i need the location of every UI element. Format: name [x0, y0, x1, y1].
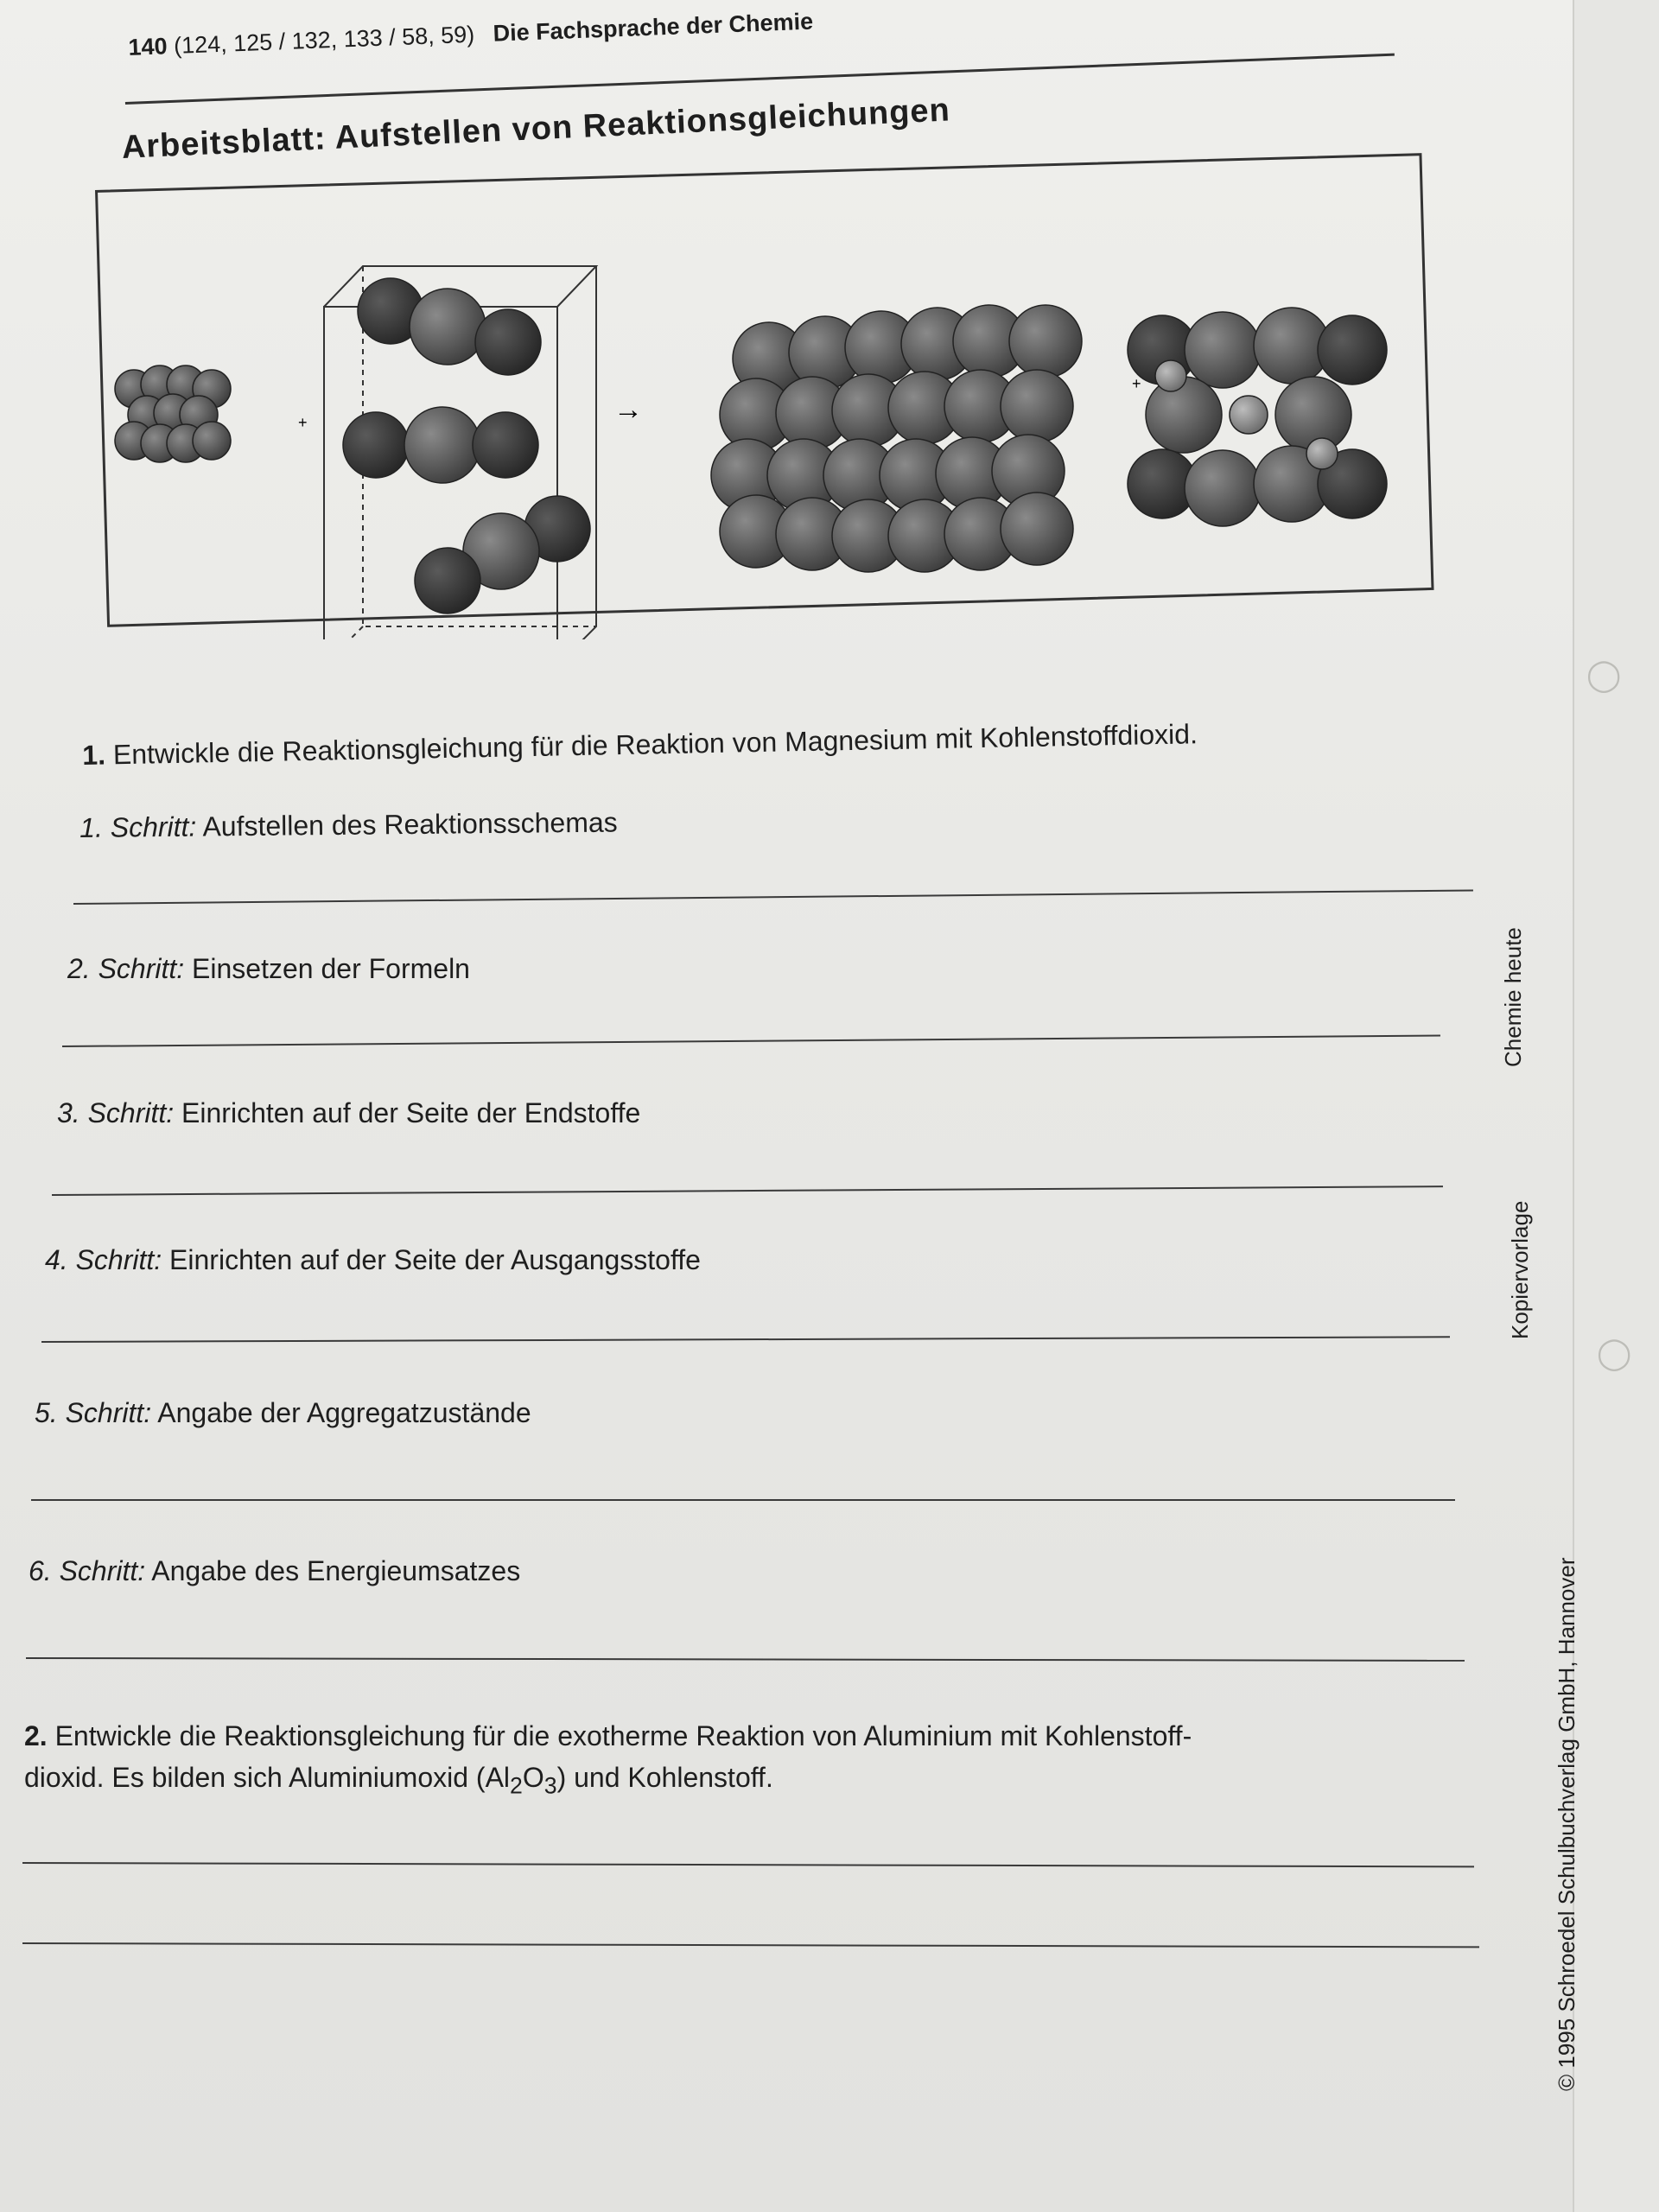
step-2 [67, 953, 470, 985]
step-3-label: 3. Schritt: [57, 1097, 175, 1128]
task-2-line-1 [24, 1715, 1192, 1757]
worksheet-title: Arbeitsblatt: Aufstellen von Reaktionsgleichungen [121, 92, 951, 166]
reaction-arrow: → [613, 393, 643, 426]
hole-mark-2: ◯ [1597, 1335, 1632, 1370]
step-3-text: Einrichten auf der Seite der Endstoffe [181, 1097, 641, 1128]
co2-molecules [343, 278, 590, 613]
chapter-title: Die Fachsprache der Chemie [493, 8, 814, 47]
formula-subscript-2: 2 [510, 1772, 523, 1799]
step-5-text: Angabe der Aggregatzustände [157, 1397, 531, 1428]
page-references: (124, 125 / 132, 133 / 58, 59) [173, 21, 475, 59]
formula-oxygen: O [522, 1762, 544, 1793]
task-2-text-1: Entwickle die Reaktionsgleichung für die exotherme Reaktion von Aluminium mit Kohlenstoff- [54, 1720, 1192, 1751]
step-3 [57, 1097, 640, 1129]
step-4-label: 4. Schritt: [45, 1244, 162, 1275]
carbon-lattice [1128, 308, 1387, 526]
step-1 [79, 806, 618, 844]
side-copyright: © 1995 Schroedel Schulbuchverlag GmbH, Hannover [1554, 1557, 1580, 2091]
step-6-label: 6. Schritt: [29, 1555, 146, 1586]
task-1-number: 1. [82, 739, 106, 771]
step-6 [29, 1555, 520, 1587]
step-2-label: 2. Schritt: [67, 953, 185, 984]
step-2-text: Einsetzen der Formeln [192, 953, 470, 984]
step-4-text: Einrichten auf der Seite der Ausgangsstoffe [169, 1244, 701, 1275]
side-kopiervorlage: Kopiervorlage [1507, 1200, 1533, 1339]
task-2-line-2 [24, 1757, 1192, 1806]
task-2-text-2a: dioxid. Es bilden sich Aluminiumoxid (Al [24, 1762, 511, 1793]
task-2-text-2b: ) und Kohlenstoff. [556, 1762, 773, 1793]
next-page-edge [1573, 0, 1659, 2212]
step-5-label: 5. Schritt: [35, 1397, 152, 1428]
step-4 [45, 1244, 701, 1276]
side-brand: Chemie heute [1500, 927, 1526, 1067]
magnesium-lattice [115, 365, 231, 462]
step-1-label: 1. Schritt: [79, 810, 197, 843]
task-2 [24, 1715, 1192, 1806]
step-6-text: Angabe des Energieumsatzes [151, 1555, 521, 1586]
task-1-text: Entwickle die Reaktionsgleichung für die Reaktion von Magnesium mit Kohlenstoffdioxid. [112, 718, 1198, 771]
plus-sign-2: + [1132, 375, 1141, 392]
magnesium-oxide-lattice [711, 305, 1082, 572]
hole-mark-1: ◯ [1586, 657, 1622, 692]
step-5 [35, 1397, 531, 1429]
task-2-number: 2. [24, 1720, 48, 1751]
reaction-illustration [86, 156, 1417, 639]
page-number: 140 [128, 33, 168, 60]
plus-sign-1: + [298, 414, 308, 431]
answer-line-step-5[interactable] [31, 1499, 1455, 1501]
step-1-text: Aufstellen des Reaktionsschemas [202, 806, 618, 842]
formula-subscript-3: 3 [543, 1772, 557, 1799]
